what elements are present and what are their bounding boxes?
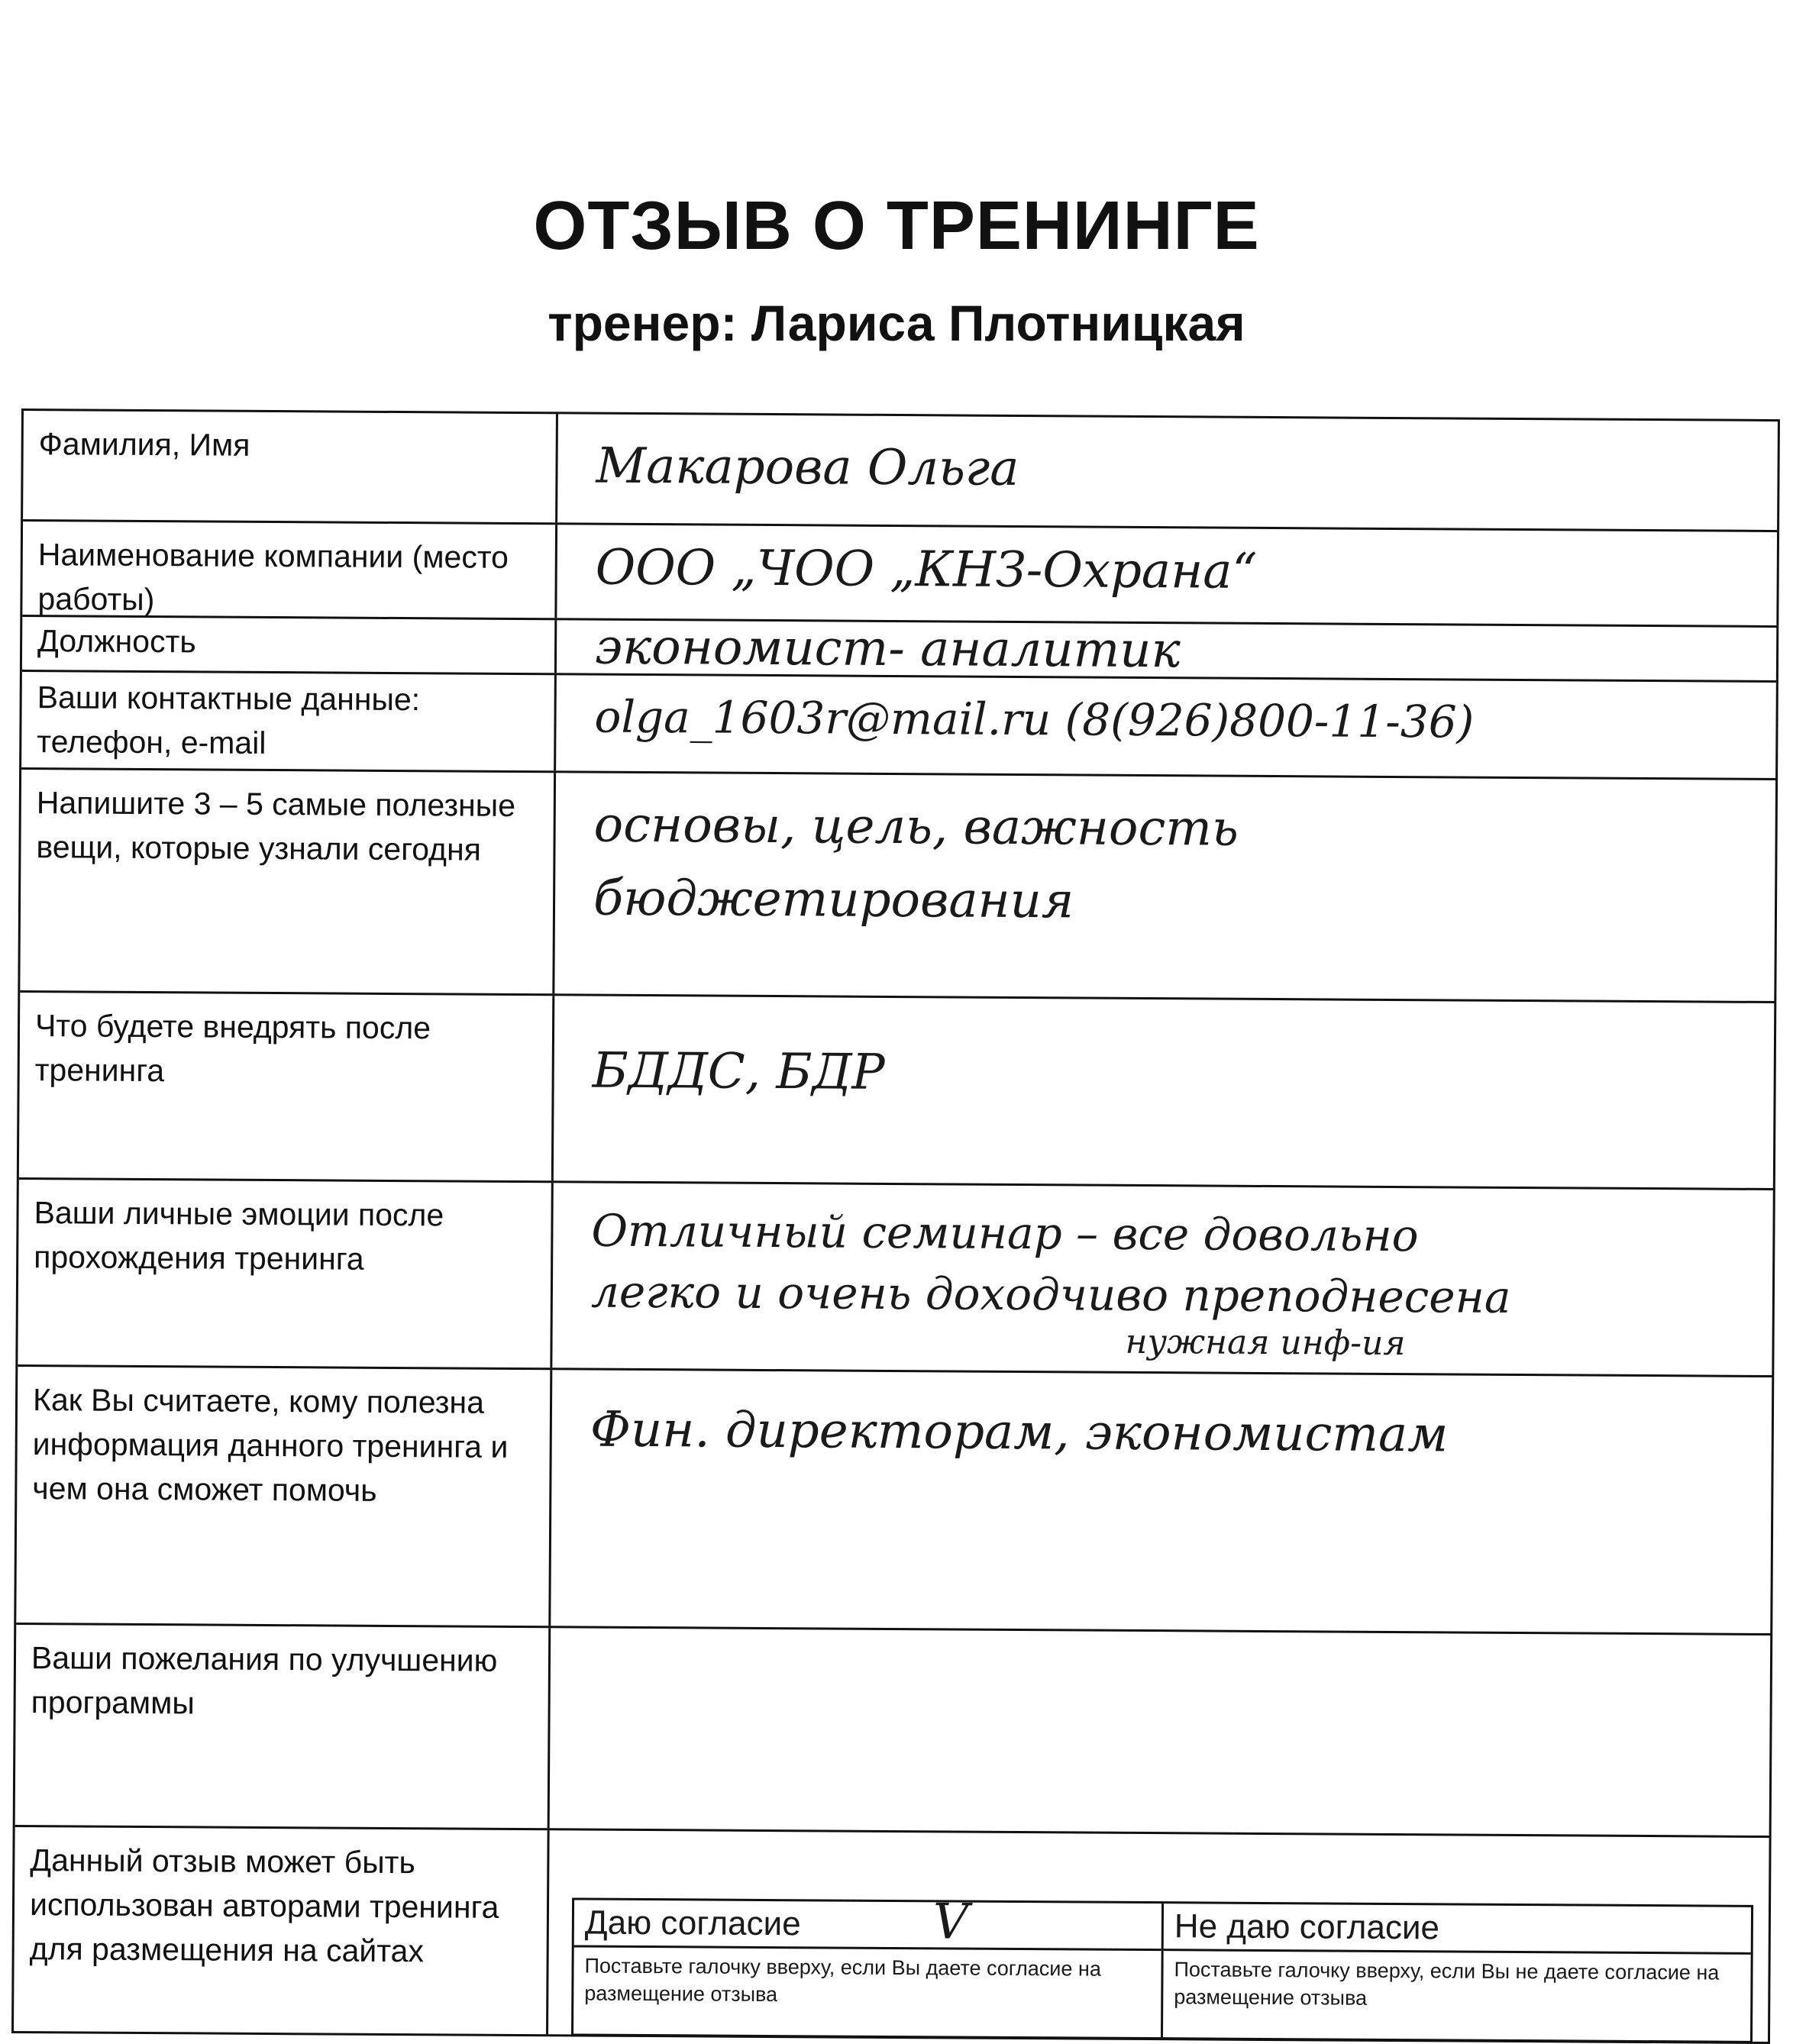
checkmark-icon: V [932,1894,969,1951]
row-implement [19,993,1776,1190]
row-label-company: Наименование компании (место работы) [22,521,557,618]
row-label-contacts: Ваши контактные данные: телефон, e-mail [21,672,557,770]
row-consent [14,1827,1772,2044]
answer-position[interactable] [557,620,1778,680]
row-label-useful-things: Напишите 3 – 5 самые полезные вещи, которые узнали сегодня [20,770,556,993]
answer-useful-things[interactable] [554,773,1778,1001]
handwritten-answer-insert: нужная инф-ия [1125,1322,1406,1364]
answer-who-benefits[interactable] [551,1370,1774,1633]
handwritten-answer-line: легко и очень доходчиво преподнесена [590,1265,1511,1323]
consent-deny-note: Поставьте галочку вверху, если Вы не даете согласие на размещение отзыва [1174,1958,1720,2010]
trainer-subtitle: тренер: Лариса Плотницкая [548,295,1245,351]
handwritten-answer-line: Отличный семинар – все довольно [591,1204,1419,1262]
handwritten-answer: Макарова Ольга [596,438,1019,497]
row-label-emotions: Ваши личные эмоции после прохождения тренинга [18,1180,553,1368]
answer-implement[interactable] [554,996,1776,1188]
handwritten-answer-line: основы, цель, важность [593,796,1239,857]
row-label-consent: Данный отзыв может быть использован авторами тренинга для размещения на сайтах [14,1827,550,2034]
row-label-who-benefits: Как Вы считаете, кому полезна информация данного тренинга и чем она сможет помочь [16,1367,552,1626]
row-label-name: Фамилия, Имя [23,411,558,522]
consent-give-option[interactable] [573,1894,1161,2037]
row-name [23,411,1780,532]
handwritten-answer-line: бюджетирования [593,870,1074,930]
row-company [22,521,1779,628]
feedback-form-table [11,408,1780,2044]
consent-options [571,1894,1753,2042]
answer-name[interactable] [557,414,1780,530]
handwritten-answer: БДДС, БДР [592,1042,885,1101]
answer-contacts[interactable] [556,675,1778,778]
row-label-position: Должность [22,617,557,673]
consent-deny-label: Не даю согласие [1164,1904,1751,1955]
answer-company[interactable] [557,525,1779,625]
row-label-wishes: Ваши пожелания по улучшению программы [15,1625,551,1828]
answer-wishes[interactable] [550,1628,1773,1836]
consent-give-note: Поставьте галочку вверху, если Вы даете согласие на размещение отзыва [584,1954,1101,2007]
consent-give-label: Даю согласие [574,1900,1161,1951]
row-useful-things [20,770,1778,1003]
row-wishes [15,1625,1773,1838]
consent-deny-option[interactable] [1161,1904,1751,2041]
handwritten-answer: экономист- аналитик [594,618,1181,680]
row-label-implement: Что будете внедрять после тренинга [19,993,554,1180]
row-contacts [21,672,1778,780]
handwritten-answer: ООО „ЧОО „КНЗ-Охрана“ [595,539,1258,600]
handwritten-answer: olga_1603r@mail.ru (8(926)800-11-36) [594,690,1475,748]
row-who-benefits [16,1367,1774,1636]
form-title: ОТЗЫВ О ТРЕНИНГЕ [533,188,1260,264]
answer-consent [548,1830,1772,2042]
row-emotions [18,1180,1775,1377]
handwritten-answer: Фин. директорам, экономистам [590,1401,1449,1464]
answer-emotions[interactable] [552,1183,1775,1375]
